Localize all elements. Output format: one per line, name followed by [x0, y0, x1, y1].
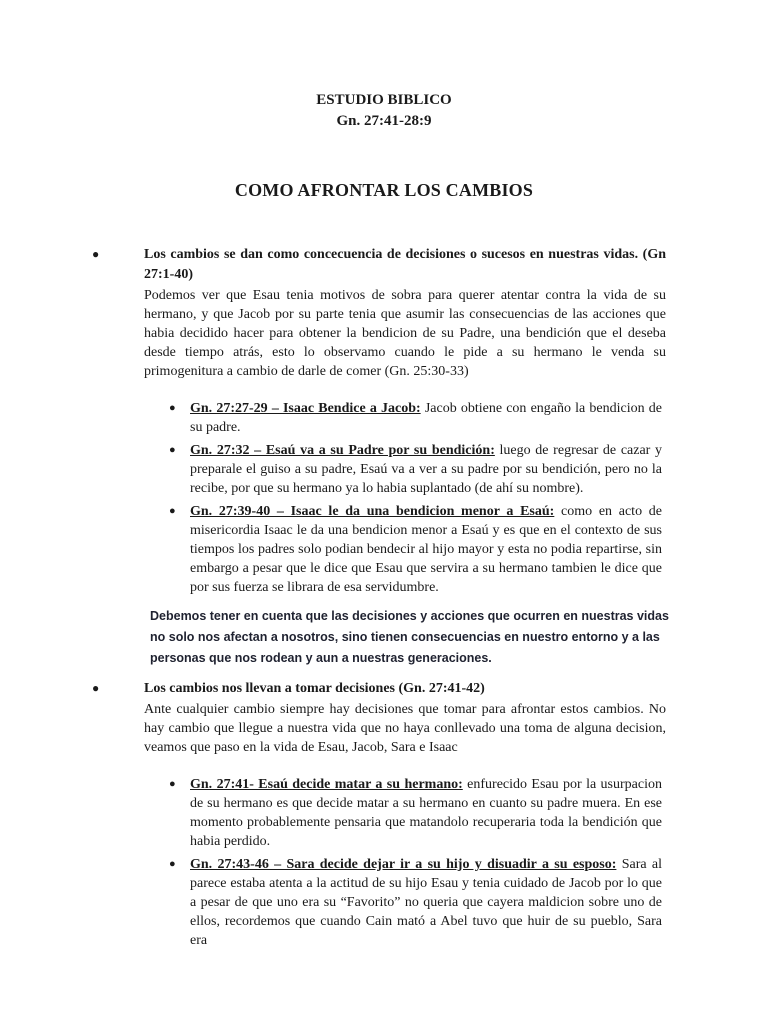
- bullet-icon: ●: [169, 505, 176, 517]
- list-item: [169, 855, 662, 950]
- list-item: [169, 502, 662, 597]
- scripture-reference: Gn. 27:41-28:9: [336, 113, 432, 129]
- section-1: [92, 245, 666, 381]
- verse-reference: Gn. 27:43-46 – Sara decide dejar ir a su hijo y disuadir a su esposo:: [190, 857, 617, 872]
- verse-reference: Gn. 27:27-29 – Isaac Bendice a Jacob:: [190, 401, 421, 416]
- section-2-paragraph: Ante cualquier cambio siempre hay decisiones que tomar para afrontar estos cambios. No hay cambio que llegue a nuestra vida que no haya conllevado una toma de alguna decision, veamos que paso en la vida de Esau, Jacob, Sara e Isaac: [144, 702, 666, 755]
- document-title: COMO AFRONTAR LOS CAMBIOS: [234, 180, 534, 200]
- bullet-icon: ●: [169, 778, 176, 790]
- list-item: [169, 775, 662, 851]
- study-header: ESTUDIO BIBLICO: [316, 92, 452, 108]
- bullet-icon: ●: [92, 247, 100, 261]
- list-item: [169, 399, 662, 437]
- verse-reference: Gn. 27:32 – Esaú va a su Padre por su bendición:: [190, 443, 495, 458]
- section-2-heading: Los cambios nos llevan a tomar decisiones (Gn. 27:41-42): [144, 681, 485, 696]
- bullet-icon: ●: [169, 444, 176, 456]
- list-item-text: Sara al parece estaba atenta a la actitud de su hijo Esau y tenia cuidado de Jacob por lo que a pesar de que uno era su “Favorito” no queria que cayera maldicion sobre uno de ellos, recordemos que cuando Cain mató a Abel tuvo que huir de su pueblo, Sara era: [190, 857, 662, 948]
- section-1-paragraph: Podemos ver que Esau tenia motivos de sobra para querer atentar contra la vida de su hermano, y que Jacob por su parte tenia que asumir las consecuencias de las acciones que habia decidido hacer para obtener la bendicion de su Padre, una bendición que el deseba desde tiempo atrás, esto lo observamo cuando le pide a su hermano le venda su primogenitura a cambio de darle de comer (Gn. 25:30-33): [144, 288, 666, 379]
- bullet-icon: ●: [92, 681, 100, 695]
- list-item-text: enfurecido Esau por la usurpacion de su hermano es que decide matar a su hermano en cuanto su padre muera. En ese momento probablemente pensaria que matandolo recuperaria toda la bendición que habia perdido.: [190, 777, 662, 849]
- section-1-heading: Los cambios se dan como concecuencia de decisiones o sucesos en nuestras vidas. (Gn 27:1-40): [144, 247, 666, 282]
- bullet-icon: ●: [169, 858, 176, 870]
- section-2: [92, 679, 666, 757]
- section-1-sublist: [169, 399, 663, 601]
- section-2-sublist: [169, 775, 662, 954]
- verse-reference: Gn. 27:39-40 – Isaac le da una bendicion menor a Esaú:: [190, 504, 555, 519]
- highlight-note: Debemos tener en cuenta que las decisiones y acciones que ocurren en nuestras vidas no solo nos afectan a nosotros, sino tienen consecuencias en nuestro entorno y a las personas que nos rodean y aun a nuestras generaciones.: [150, 609, 669, 665]
- list-item-text: Jacob obtiene con engaño la bendicion de su padre.: [190, 401, 662, 435]
- list-item-text: como en acto de misericordia Isaac le da una bendicion menor a Esaú y es que en el contexto de sus tiempos los padres solo podian bendecir al hijo mayor y esta no podia repartirse, sin embargo a pesar que le dice que Esau que servira a su hermano tambien le dice que por sus fuerza se librara de esa servidumbre.: [190, 504, 662, 595]
- list-item: [169, 441, 663, 498]
- verse-reference: Gn. 27:41- Esaú decide matar a su hermano:: [190, 777, 463, 792]
- list-item-text: luego de regresar de cazar y preparale el guiso a su padre, Esaú va a ver a su padre por su bendición, pero no la recibe, por que su hermano ya lo habia suplantado (de ahí su nombre).: [190, 443, 663, 496]
- bullet-icon: ●: [169, 402, 176, 414]
